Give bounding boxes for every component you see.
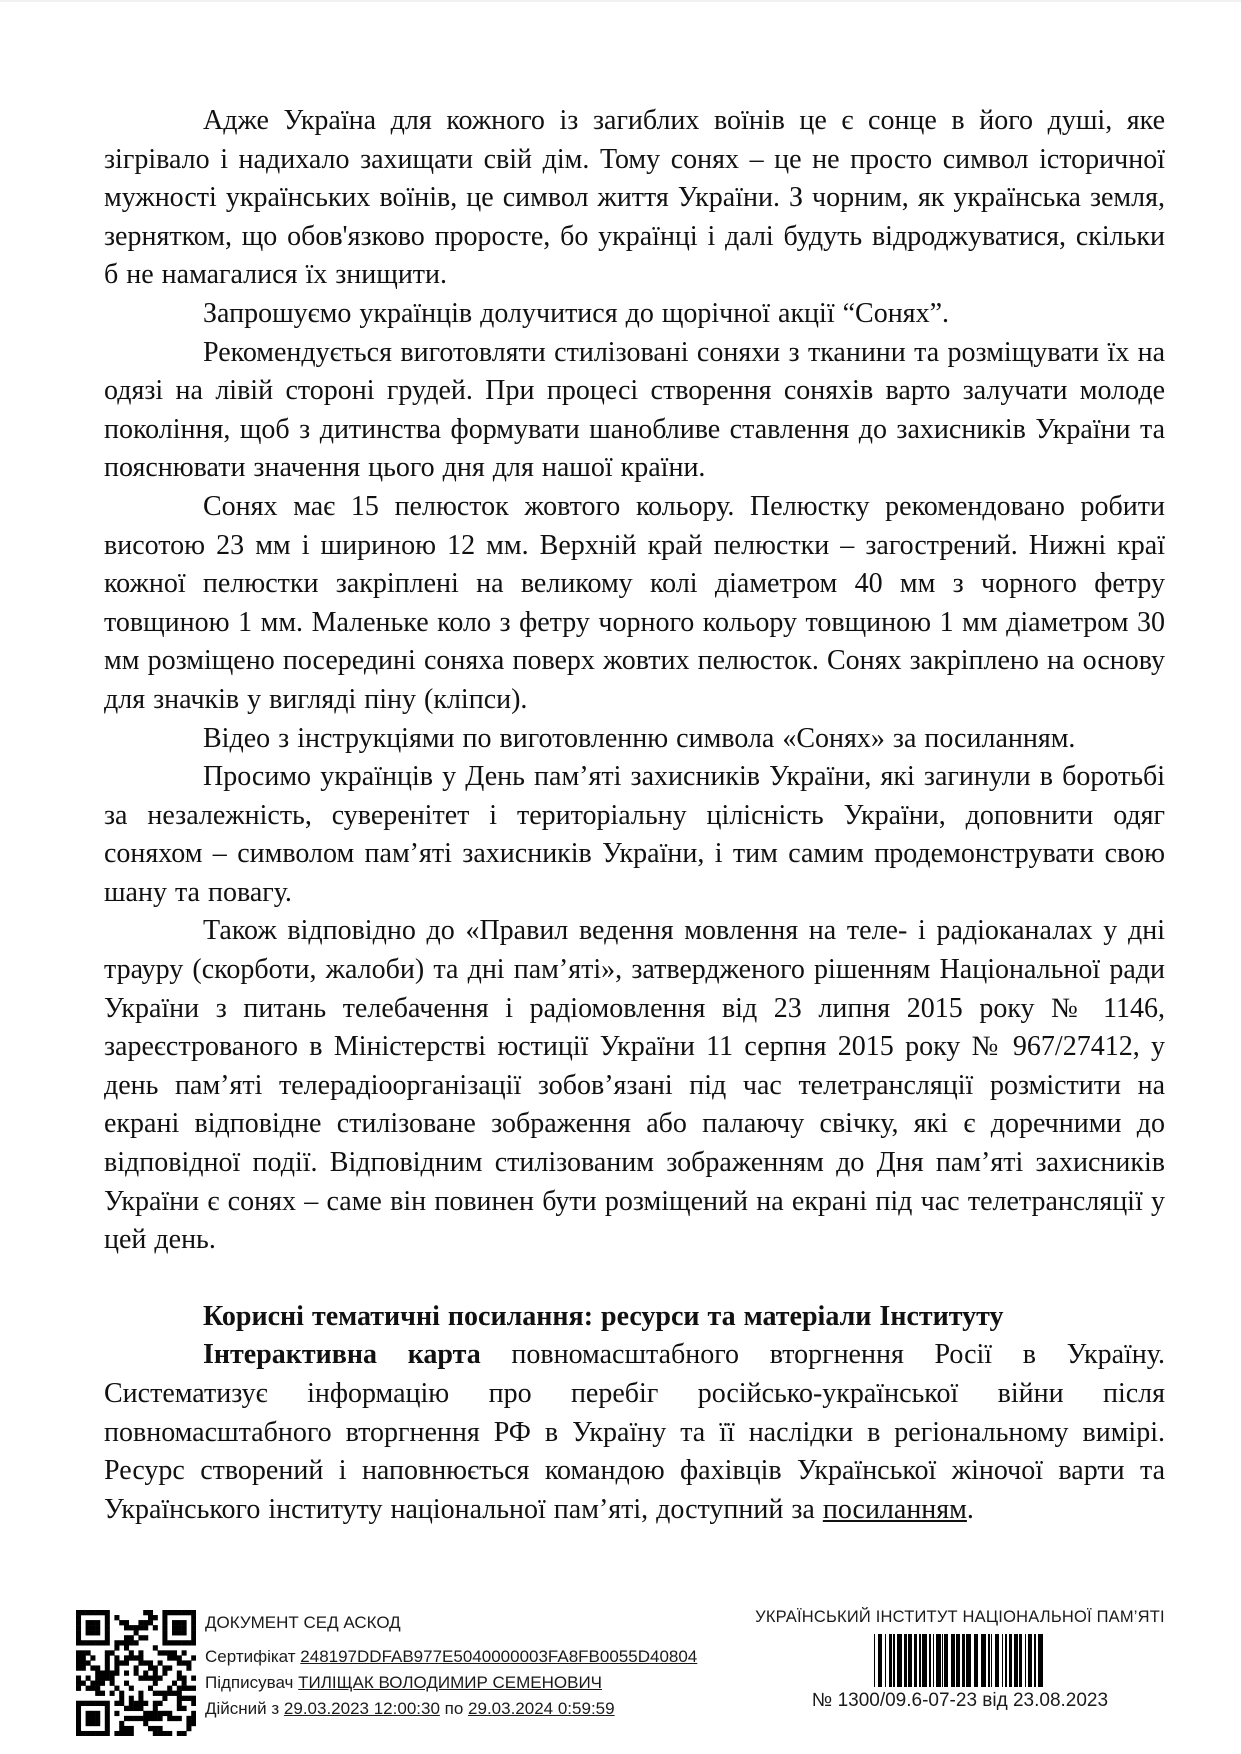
document-number: № 1300/09.6-07-23 від 23.08.2023 (811, 1690, 1109, 1711)
text-run: повномасштабного вторгнення Росії в Україну. Систематизує інформацію про перебіг російсько-української війни після повномасштабного вторгнення РФ в Україну та її наслідки в регіональному вимірі. Ресурс створений і наповнюється командою фахівців Української жіночої варти та Українського інституту національної пам’яті, доступний за (104, 1339, 1165, 1525)
barcode (874, 1634, 1046, 1687)
text-run: . (966, 1493, 974, 1525)
validity-from: 29.03.2023 12:00:30 (283, 1699, 440, 1718)
paragraph-recommendation (104, 334, 1165, 488)
text-run: Також відповідно до «Правил ведення мовлення на теле- і радіоканалах у дні трауру (скорботи, жалоби) та дні пам’яті», затвердженого рішенням Національної ради України з питань телебачення і радіомовлення від 23 липня 2015 року № 1146, зареєстрованого в Міністерстві юстиції України 11 серпня 2015 року № 967/27412, у день пам’яті телерадіоорганізації зобов’язані під час телетрансляції розмістити на екрані відповідне стилізоване зображення або палаючу свічку, які є доречними до відповідної події. Відповідним стилізованим зображенням до Дня пам’яті захисників України є сонях – саме він повинен бути розміщений на екрані під час телетрансляції у цей день. (104, 915, 1165, 1256)
paragraph-interactive-map (104, 1336, 1165, 1529)
sed-system-label: ДОКУМЕНТ СЕД АСКОД (205, 1613, 401, 1632)
paragraph-appeal (104, 758, 1165, 912)
signer-value: ТИЛІЩАК ВОЛОДИМИР СЕМЕНОВИЧ (298, 1673, 603, 1692)
text-run: Корисні тематичні посилання: ресурси та матеріали Інституту (203, 1300, 1004, 1332)
paragraph-broadcast-rules (104, 912, 1165, 1259)
registration-block (700, 1608, 1220, 1712)
text-run: Відео з інструкціями по виготовленню символа «Сонях» за посиланням. (203, 722, 1076, 754)
validity-label: Дійсний з (205, 1699, 280, 1718)
text-run: Рекомендується виготовляти стилізовані соняхи з тканини та розміщувати їх на одязі на лівій стороні грудей. При процесі створення соняхів варто залучати молоде покоління, щоб з дитинства формувати шанобливе ставлення до захисників України та пояснювати значення цього дня для нашої країни. (104, 336, 1165, 484)
text-run: Інтерактивна карта (203, 1339, 481, 1371)
text-run: Просимо українців у День пам’яті захисників України, які загинули в боротьбі за незалежність, суверенітет і територіальну цілісність України, доповнити одяг соняхом – символом пам’яті захисників України, і тим самим продемонструвати свою шану та повагу. (104, 761, 1165, 908)
text-run: Запрошуємо українців долучитися до щорічної акції “Сонях”. (203, 297, 949, 329)
signer-label: Підписувач (205, 1673, 294, 1692)
paragraph-intro (104, 102, 1165, 295)
validity-separator: по (444, 1699, 464, 1718)
footer (0, 1600, 1241, 1754)
signature-block (205, 1610, 697, 1722)
link-posylannyam[interactable]: посиланням (822, 1493, 967, 1525)
section-heading-links (104, 1298, 1165, 1337)
certificate-line (205, 1644, 697, 1670)
paragraph-video (104, 720, 1165, 759)
qr-code (76, 1610, 196, 1736)
paragraph-invitation (104, 295, 1165, 334)
signer-line (205, 1670, 697, 1696)
validity-line (205, 1696, 697, 1722)
barcode-gap (1043, 1634, 1045, 1687)
certificate-label: Сертифікат (205, 1647, 296, 1666)
text-run: Сонях має 15 пелюсток жовтого кольору. Пелюстку рекомендовано робити висотою 23 мм і шириною 12 мм. Верхній край пелюстки – загострений. Нижні краї кожної пелюстки закріплені на великому колі діаметром 40 мм з чорного фетру товщиною 1 мм. Маленьке коло з фетру чорного кольору товщиною 1 мм діаметром 30 мм розміщено посередині соняха поверх жовтих пелюсток. Сонях закріплено на основу для значків у вигляді піну (кліпси). (104, 490, 1165, 715)
text-run: Адже Україна для кожного із загиблих воїнів це є сонце в його душі, яке зігрівало і надихало захищати свій дім. Тому сонях – це не просто символ історичної мужності українських воїнів, це символ життя України. З чорним, як українська земля, зернятком, що обов'язково проросте, бо українці і далі будуть відроджуватися, скільки б не намагалися їх знищити. (104, 105, 1165, 291)
paragraph-specification (104, 488, 1165, 720)
certificate-value: 248197DDFAB977E5040000003FA8FB0055D40804 (300, 1647, 698, 1666)
document-body (104, 102, 1165, 1529)
organization-name: УКРАЇНСЬКИЙ ІНСТИТУТ НАЦІОНАЛЬНОЇ ПАМ’ЯТІ (755, 1608, 1165, 1626)
validity-to: 29.03.2024 0:59:59 (468, 1699, 615, 1718)
